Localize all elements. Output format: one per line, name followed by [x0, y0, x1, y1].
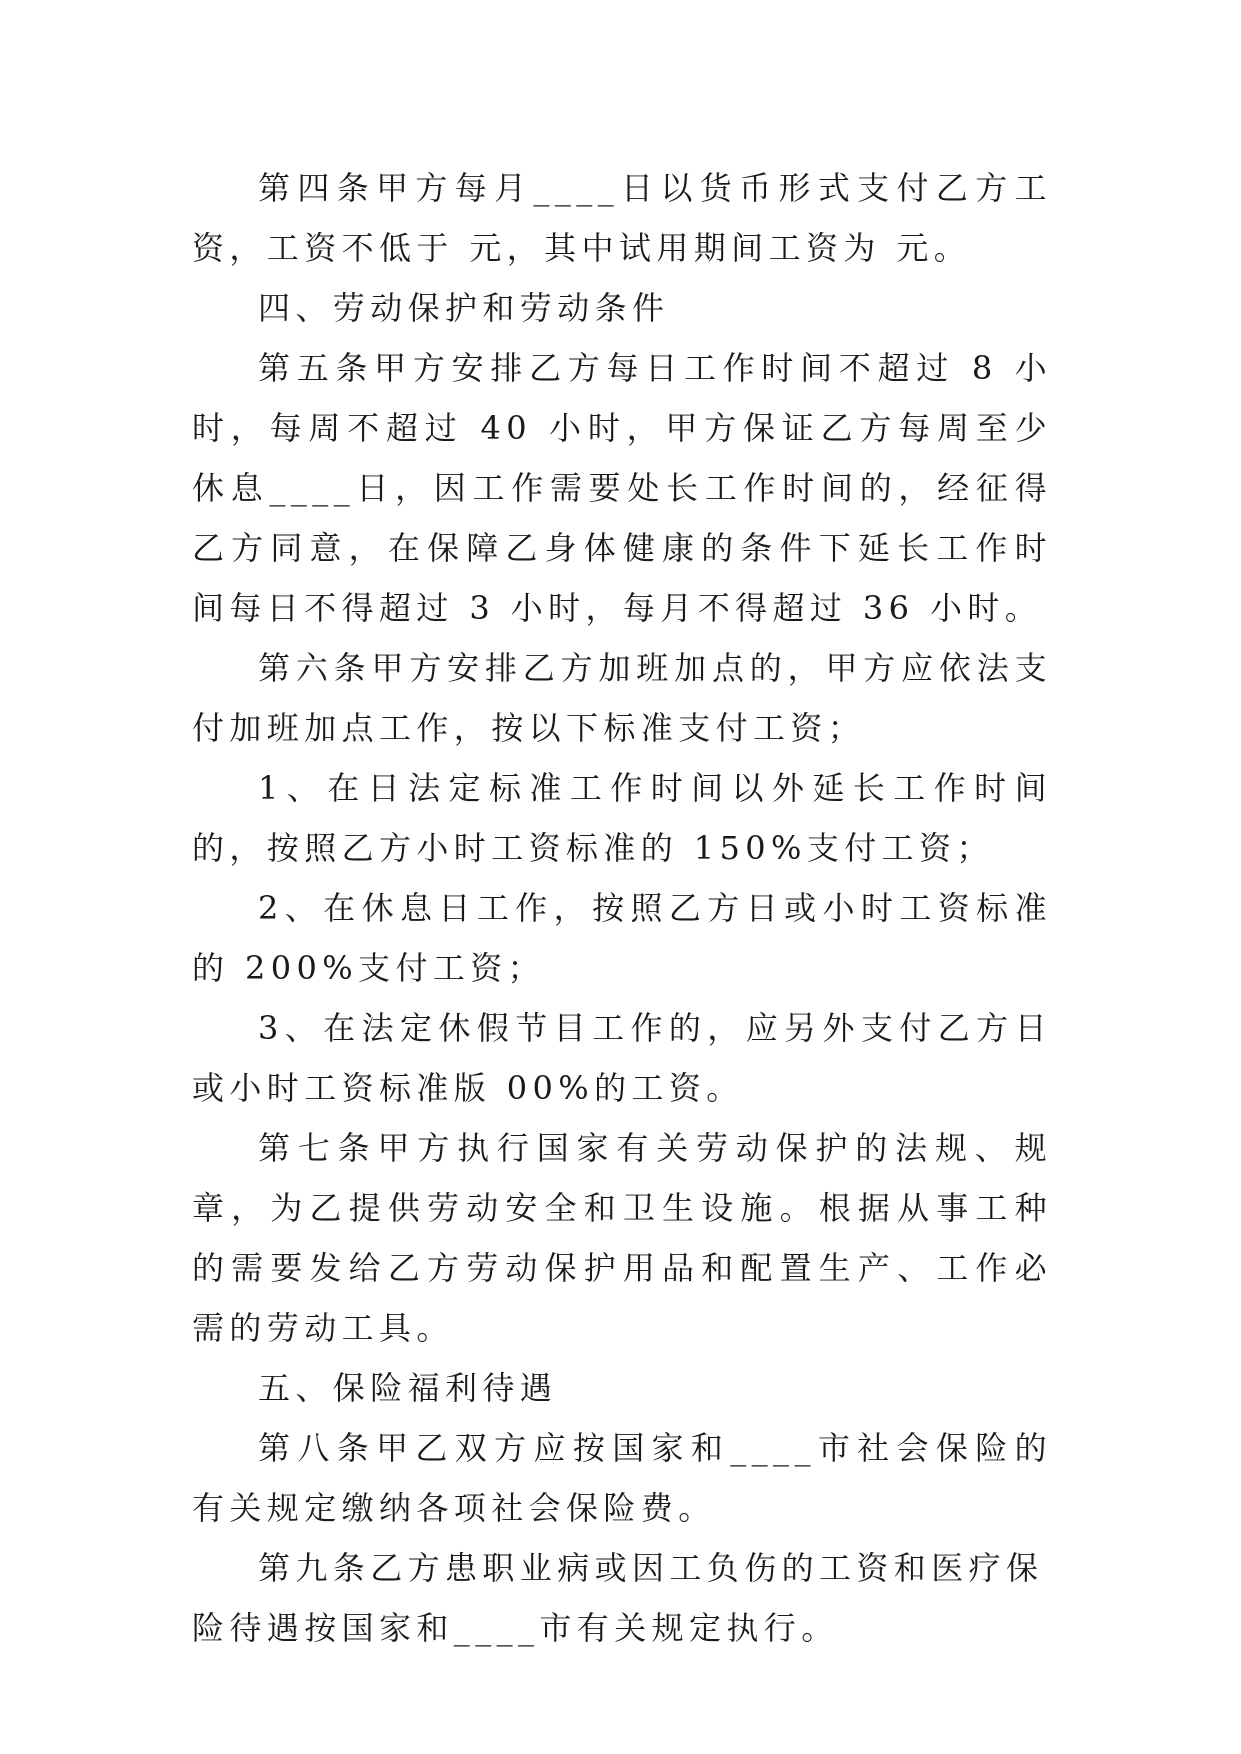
article-6-paragraph: 第六条甲方安排乙方加班加点的，甲方应依法支付加班加点工作，按以下标准支付工资； — [192, 649, 1052, 747]
overtime-item-2: 2、在休息日工作，按照乙方日或小时工资标准的 200%支付工资； — [192, 889, 1052, 987]
article-4-paragraph: 第四条甲方每月____日以货币形式支付乙方工资，工资不低于 元，其中试用期间工资为 元。 — [192, 169, 1052, 267]
section-heading-labor-protection: 四、劳动保护和劳动条件 — [258, 289, 670, 327]
overtime-item-3: 3、在法定休假节目工作的，应另外支付乙方日或小时工资标准版 00%的工资。 — [192, 1009, 1052, 1107]
section-heading-insurance-benefits: 五、保险福利待遇 — [258, 1369, 558, 1407]
article-5-paragraph: 第五条甲方安排乙方每日工作时间不超过 8 小时，每周不超过 40 小时，甲方保证乙方每周至少休息____日，因工作需要处长工作时间的，经征得乙方同意，在保障乙身体健康的条件下延长工作时间每日不得超过 3 小时，每月不得超过 36 小时。 — [192, 349, 1052, 627]
article-9-paragraph: 第九条乙方患职业病或因工负伤的工资和医疗保险待遇按国家和____市有关规定执行。 — [192, 1549, 1044, 1647]
overtime-item-1: 1、在日法定标准工作时间以外延长工作时间的，按照乙方小时工资标准的 150%支付工资； — [192, 769, 1052, 867]
document-body — [192, 158, 1052, 1658]
article-8-paragraph: 第八条甲乙双方应按国家和____市社会保险的有关规定缴纳各项社会保险费。 — [192, 1429, 1052, 1527]
article-7-paragraph: 第七条甲方执行国家有关劳动保护的法规、规章，为乙提供劳动安全和卫生设施。根据从事工种的需要发给乙方劳动保护用品和配置生产、工作必需的劳动工具。 — [192, 1129, 1052, 1347]
